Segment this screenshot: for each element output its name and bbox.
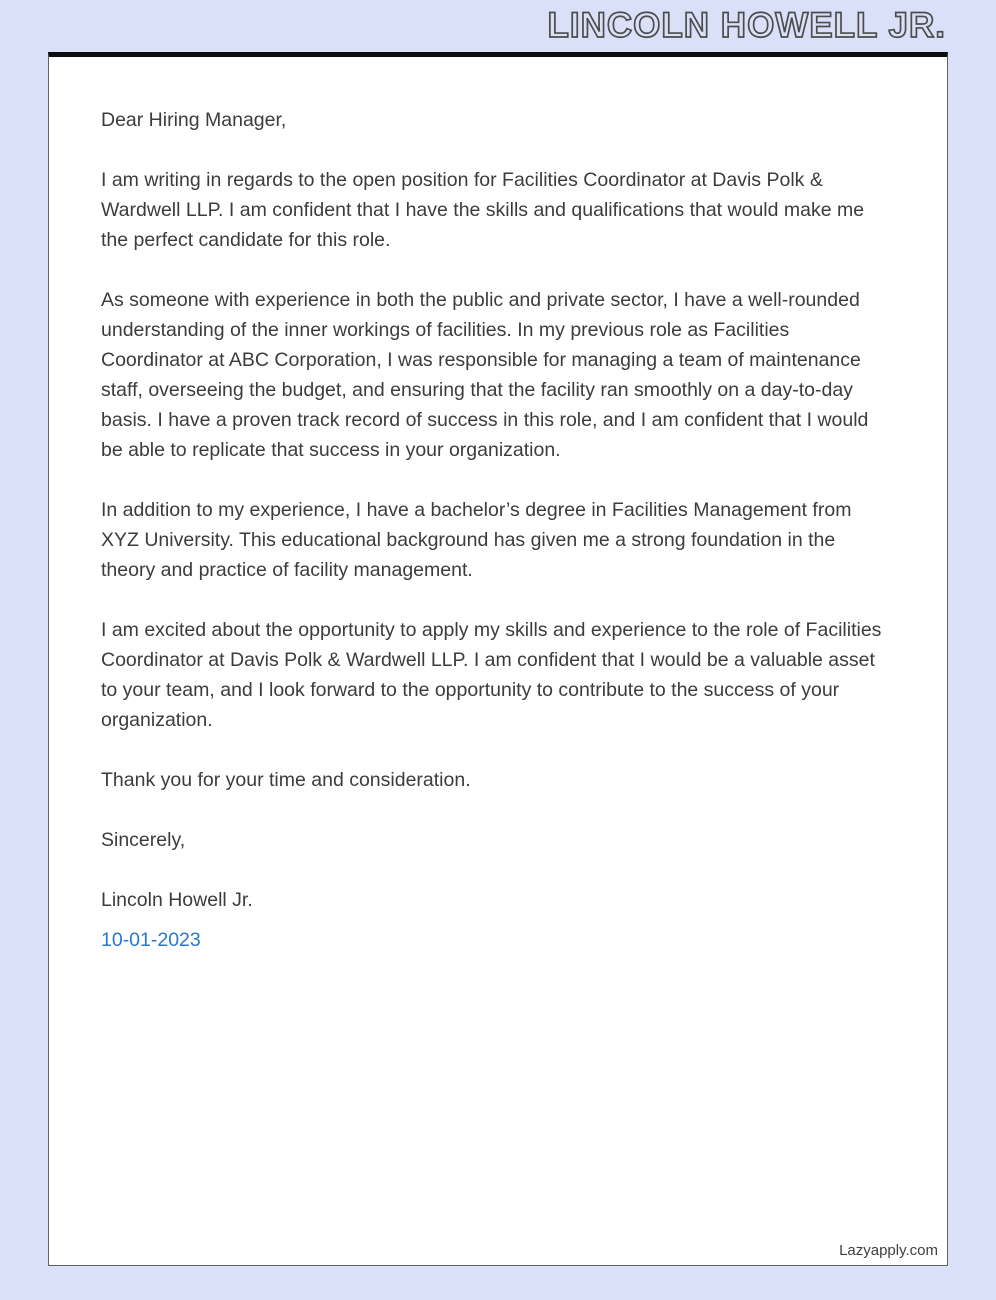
lazyapply-watermark: Lazyapply.com: [839, 1242, 938, 1259]
paragraph-experience: As someone with experience in both the public and private sector, I have a well-rounded understanding of the inner workings of facilities. In my previous role as Facilities Coordinator at ABC Corporation, I was responsible for managing a team of maintenance staff, overseeing the budget, and ensuring that the facility ran smoothly on a day-to-day basis. I have a proven track record of success in this role, and I am confident that I would be able to replicate that success in your organization.: [101, 289, 869, 461]
letter-body-card: [48, 52, 948, 1266]
applicant-name-heading: LINCOLN HOWELL JR.: [547, 6, 946, 45]
sign-off: Sincerely,: [101, 829, 186, 851]
paragraph-intro: I am writing in regards to the open position for Facilities Coordinator at Davis Polk & Wardwell LLP. I am confident that I have the skills and qualifications that would make me the perfect candidate for this role.: [101, 169, 865, 251]
thank-you-line: Thank you for your time and consideration.: [101, 769, 471, 791]
letter-date: 10-01-2023: [101, 929, 201, 951]
paragraph-closing: I am excited about the opportunity to apply my skills and experience to the role of Facilities Coordinator at Davis Polk & Wardwell LLP. I am confident that I would be a valuable asset to your team, and I look forward to the opportunity to contribute to the success of your organization.: [101, 619, 882, 731]
paragraph-education: In addition to my experience, I have a bachelor’s degree in Facilities Management from XYZ University. This educational background has given me a strong foundation in the theory and practice of facility management.: [101, 499, 852, 581]
salutation: Dear Hiring Manager,: [101, 109, 287, 131]
signature-name: Lincoln Howell Jr.: [101, 889, 253, 911]
